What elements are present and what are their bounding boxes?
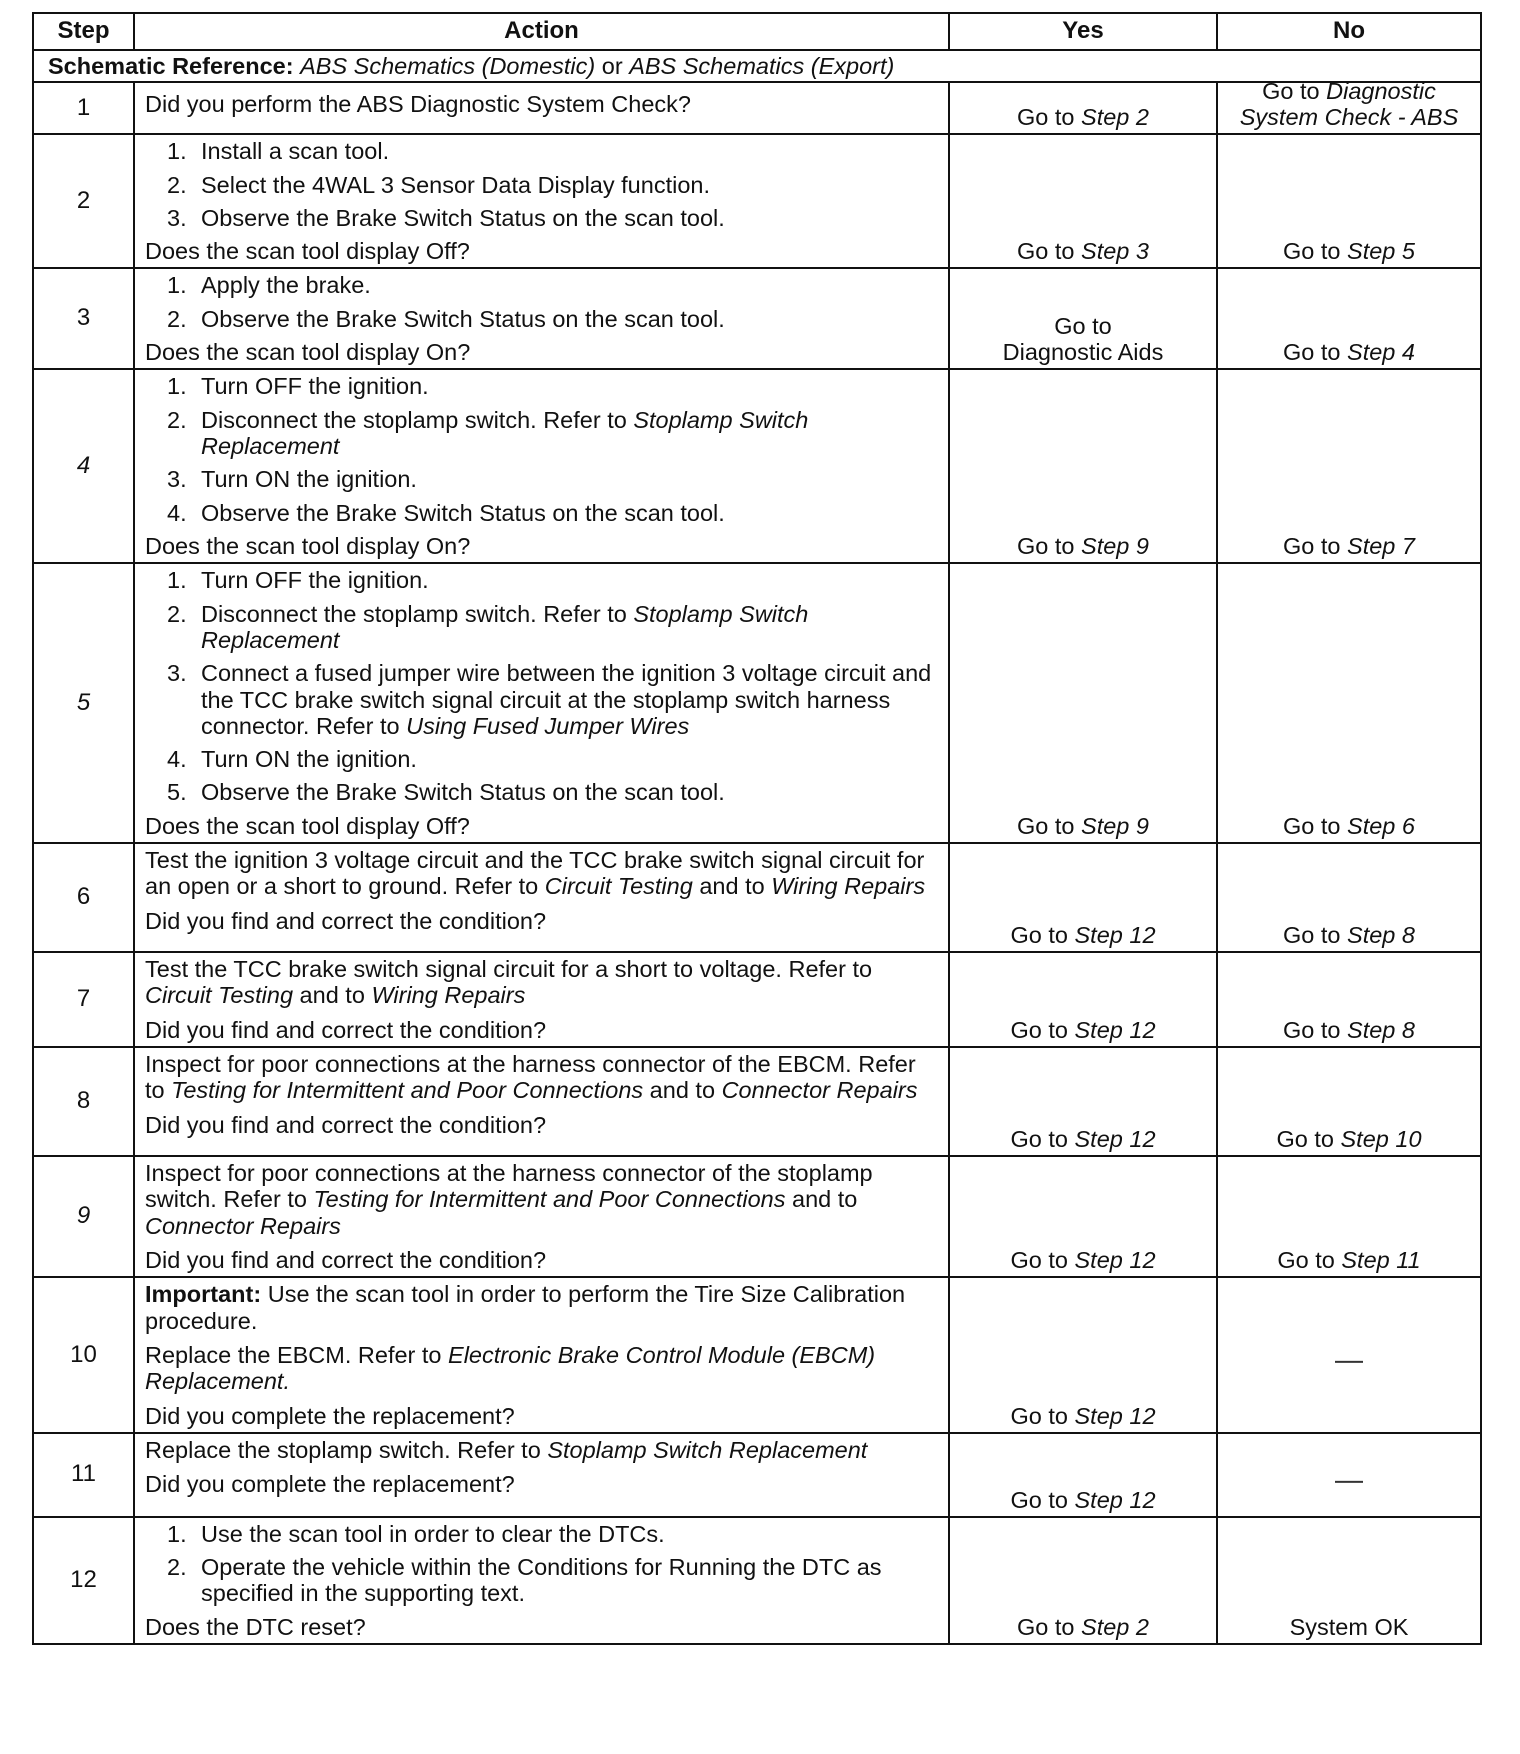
question-text: Does the scan tool display Off? bbox=[145, 238, 470, 265]
step-link[interactable]: Step 11 bbox=[1341, 1246, 1421, 1273]
yes-cell bbox=[949, 1517, 1217, 1644]
action-content bbox=[145, 373, 938, 559]
header-no: No bbox=[1217, 13, 1481, 50]
action-text-part: Inspect for poor connections at the harness connector of the EBCM. Refer to bbox=[145, 1051, 916, 1104]
yes-outcome bbox=[954, 1017, 1212, 1043]
step-number: 3 bbox=[33, 268, 134, 369]
yes-cell bbox=[949, 1156, 1217, 1277]
step-link[interactable]: Step 8 bbox=[1347, 921, 1415, 948]
no-cell bbox=[1217, 563, 1481, 843]
action-content bbox=[145, 1437, 938, 1498]
item-number: 4. bbox=[167, 499, 187, 526]
step-link[interactable]: Step 4 bbox=[1347, 339, 1415, 366]
step-link[interactable]: Step 2 bbox=[1081, 1613, 1149, 1640]
action-cell bbox=[134, 843, 949, 952]
table-row bbox=[33, 82, 1481, 134]
table-row bbox=[33, 1277, 1481, 1433]
instruction-item bbox=[145, 1521, 938, 1547]
question-text: Does the scan tool display On? bbox=[145, 532, 471, 559]
no-cell bbox=[1217, 369, 1481, 563]
no-outcome bbox=[1222, 1614, 1476, 1640]
not-applicable-dash bbox=[1335, 1361, 1363, 1363]
procedure-link[interactable]: Diagnostic System Check - ABS bbox=[1239, 77, 1459, 130]
item-text: Observe the Brake Switch Status on the scan tool. bbox=[201, 204, 725, 231]
no-cell bbox=[1217, 843, 1481, 952]
action-cell bbox=[134, 563, 949, 843]
header-yes: Yes bbox=[949, 13, 1217, 50]
diagnostic-table bbox=[32, 12, 1482, 1645]
go-to-label: Go to bbox=[1283, 1016, 1341, 1043]
item-text: Turn ON the ignition. bbox=[201, 466, 417, 493]
question-text: Did you find and correct the condition? bbox=[145, 1016, 547, 1043]
step-number: 2 bbox=[33, 134, 134, 268]
no-cell bbox=[1217, 1433, 1481, 1517]
table-row bbox=[33, 952, 1481, 1047]
action-text-part: and to bbox=[785, 1186, 858, 1213]
instruction-item bbox=[145, 373, 938, 399]
item-text: Operate the vehicle within the Conditions for Running the DTC as specified in the supporting text. bbox=[201, 1554, 882, 1607]
step-link[interactable]: Step 9 bbox=[1081, 812, 1149, 839]
reference-link[interactable]: Stoplamp Switch Replacement bbox=[201, 600, 809, 653]
yes-outcome bbox=[954, 1487, 1212, 1513]
yes-outcome bbox=[954, 1403, 1212, 1429]
step-number: 1 bbox=[33, 82, 134, 134]
go-to-label: Go to bbox=[1277, 1246, 1335, 1273]
reference-link[interactable]: Circuit Testing bbox=[544, 873, 693, 900]
yes-outcome bbox=[954, 1126, 1212, 1152]
yes-cell bbox=[949, 563, 1217, 843]
go-to-label: Go to bbox=[1283, 921, 1341, 948]
no-cell bbox=[1217, 134, 1481, 268]
action-text bbox=[145, 1342, 938, 1395]
no-cell bbox=[1217, 1047, 1481, 1156]
header-row bbox=[33, 13, 1481, 50]
instruction-list bbox=[145, 1521, 938, 1607]
step-link[interactable]: Step 2 bbox=[1081, 103, 1149, 130]
go-to-label: Go to bbox=[1010, 1402, 1068, 1429]
action-text bbox=[145, 847, 938, 900]
instruction-list bbox=[145, 272, 938, 332]
table-row bbox=[33, 1433, 1481, 1517]
reference-link[interactable]: Using Fused Jumper Wires bbox=[406, 712, 690, 739]
question-text: Does the scan tool display On? bbox=[145, 339, 471, 366]
item-text: Observe the Brake Switch Status on the scan tool. bbox=[201, 779, 725, 806]
action-cell bbox=[134, 82, 949, 134]
reference-link[interactable]: Wiring Repairs bbox=[771, 873, 926, 900]
yes-cell bbox=[949, 82, 1217, 134]
action-content bbox=[145, 1051, 938, 1138]
step-link[interactable]: Step 3 bbox=[1081, 238, 1149, 265]
step-link[interactable]: Step 6 bbox=[1347, 812, 1415, 839]
go-to-label: Go to bbox=[1017, 238, 1075, 265]
schematic-or: or bbox=[601, 52, 623, 79]
go-to-label: Go to bbox=[1283, 238, 1341, 265]
go-to-label: Go to bbox=[1262, 77, 1320, 104]
action-content bbox=[145, 272, 938, 365]
reference-link[interactable]: Wiring Repairs bbox=[371, 982, 526, 1009]
step-number: 7 bbox=[33, 952, 134, 1047]
important-note bbox=[145, 1281, 938, 1334]
no-outcome bbox=[1222, 1462, 1476, 1488]
question-text: Does the scan tool display Off? bbox=[145, 812, 470, 839]
instruction-item bbox=[145, 306, 938, 332]
instruction-item bbox=[145, 272, 938, 298]
procedure-link[interactable]: Diagnostic Aids bbox=[1002, 339, 1164, 366]
action-cell bbox=[134, 369, 949, 563]
action-cell bbox=[134, 1156, 949, 1277]
reference-link[interactable]: Stoplamp Switch Replacement bbox=[547, 1436, 868, 1463]
item-number: 2. bbox=[167, 171, 187, 198]
step-number: 8 bbox=[33, 1047, 134, 1156]
step-link[interactable]: Step 5 bbox=[1347, 238, 1415, 265]
action-text bbox=[145, 1051, 938, 1104]
action-cell bbox=[134, 134, 949, 268]
instruction-item bbox=[145, 172, 938, 198]
no-cell bbox=[1217, 1277, 1481, 1433]
instruction-item bbox=[145, 601, 938, 654]
important-label: Important: bbox=[145, 1281, 262, 1308]
action-text bbox=[145, 1160, 938, 1239]
step-number: 12 bbox=[33, 1517, 134, 1644]
table-row bbox=[33, 563, 1481, 843]
item-text bbox=[201, 660, 938, 739]
header-action: Action bbox=[134, 13, 949, 50]
go-to-label: Go to bbox=[1017, 532, 1075, 559]
yes-outcome bbox=[954, 533, 1212, 559]
item-text: Turn OFF the ignition. bbox=[201, 567, 429, 594]
step-link[interactable]: Step 12 bbox=[1074, 1125, 1156, 1152]
yes-outcome bbox=[954, 1247, 1212, 1273]
action-text-part: Inspect for poor connections at the harness connector of the stoplamp switch. Refer to bbox=[145, 1160, 873, 1213]
action-content bbox=[145, 91, 938, 117]
action-content bbox=[145, 1281, 938, 1429]
action-text-part: Test the TCC brake switch signal circuit for a short to voltage. Refer to bbox=[145, 956, 873, 983]
action-cell bbox=[134, 1047, 949, 1156]
question-text: Did you find and correct the condition? bbox=[145, 1111, 547, 1138]
question-text: Did you find and correct the condition? bbox=[145, 1246, 547, 1273]
instruction-item bbox=[145, 567, 938, 593]
go-to-label: Go to bbox=[1054, 312, 1112, 339]
item-text: Use the scan tool in order to clear the DTCs. bbox=[201, 1520, 665, 1547]
question-text: Did you find and correct the condition? bbox=[145, 907, 547, 934]
instruction-item bbox=[145, 1554, 938, 1607]
instruction-item bbox=[145, 660, 938, 739]
action-text-part: and to bbox=[692, 873, 772, 900]
table-row bbox=[33, 1156, 1481, 1277]
schematic-link-export[interactable]: ABS Schematics (Export) bbox=[629, 52, 895, 79]
reference-link[interactable]: Connector Repairs bbox=[721, 1077, 918, 1104]
go-to-label: Go to bbox=[1010, 1125, 1068, 1152]
yes-outcome bbox=[954, 1614, 1212, 1640]
table-row bbox=[33, 1047, 1481, 1156]
yes-outcome bbox=[954, 813, 1212, 839]
go-to-label: Go to bbox=[1283, 339, 1341, 366]
action-content bbox=[145, 847, 938, 934]
item-number: 4. bbox=[167, 746, 187, 773]
result-text: System OK bbox=[1289, 1613, 1409, 1640]
reference-link[interactable]: Circuit Testing bbox=[145, 982, 294, 1009]
no-outcome bbox=[1222, 1247, 1476, 1273]
no-cell bbox=[1217, 952, 1481, 1047]
reference-link[interactable]: Testing for Intermittent and Poor Connections bbox=[313, 1186, 786, 1213]
item-text: Apply the brake. bbox=[201, 272, 371, 299]
header-step: Step bbox=[33, 13, 134, 50]
table-row bbox=[33, 1517, 1481, 1644]
action-cell bbox=[134, 1517, 949, 1644]
no-cell bbox=[1217, 1517, 1481, 1644]
instruction-item bbox=[145, 205, 938, 231]
action-text-part: and to bbox=[293, 982, 372, 1009]
go-to-label: Go to bbox=[1283, 812, 1341, 839]
action-text-part: Replace the stoplamp switch. Refer to bbox=[145, 1436, 548, 1463]
action-content bbox=[145, 956, 938, 1043]
step-link[interactable]: Step 12 bbox=[1074, 921, 1156, 948]
no-outcome bbox=[1222, 1126, 1476, 1152]
step-link[interactable]: Step 12 bbox=[1074, 1016, 1156, 1043]
yes-cell bbox=[949, 952, 1217, 1047]
no-outcome bbox=[1222, 238, 1476, 264]
item-text: Turn OFF the ignition. bbox=[201, 373, 429, 400]
yes-cell bbox=[949, 843, 1217, 952]
no-outcome bbox=[1222, 78, 1476, 131]
important-text: Use the scan tool in order to perform the Tire Size Calibration procedure. bbox=[145, 1281, 906, 1334]
table-row bbox=[33, 843, 1481, 952]
no-outcome bbox=[1222, 922, 1476, 948]
item-text bbox=[201, 601, 938, 654]
item-number: 5. bbox=[167, 779, 187, 806]
no-cell bbox=[1217, 1156, 1481, 1277]
go-to-label: Go to bbox=[1276, 1125, 1334, 1152]
item-text: Turn ON the ignition. bbox=[201, 746, 417, 773]
item-number: 3. bbox=[167, 204, 187, 231]
yes-cell bbox=[949, 1047, 1217, 1156]
step-number: 9 bbox=[33, 1156, 134, 1277]
action-cell bbox=[134, 268, 949, 369]
schematic-link-domestic[interactable]: ABS Schematics (Domestic) bbox=[300, 52, 596, 79]
item-text-part: Disconnect the stoplamp switch. Refer to bbox=[201, 406, 634, 433]
item-number: 2. bbox=[167, 1554, 187, 1581]
yes-outcome bbox=[954, 104, 1212, 130]
reference-link[interactable]: Electronic Brake Control Module (EBCM) Replacement. bbox=[145, 1341, 876, 1395]
question-text: Did you perform the ABS Diagnostic System Check? bbox=[145, 91, 691, 118]
step-number: 4 bbox=[33, 369, 134, 563]
instruction-list bbox=[145, 567, 938, 806]
item-number: 1. bbox=[167, 567, 187, 594]
go-to-label: Go to bbox=[1010, 1486, 1068, 1513]
instruction-item bbox=[145, 500, 938, 526]
reference-link[interactable]: Connector Repairs bbox=[145, 1212, 341, 1239]
not-applicable-dash bbox=[1335, 1481, 1363, 1483]
no-outcome bbox=[1222, 533, 1476, 559]
item-number: 2. bbox=[167, 305, 187, 332]
item-number: 2. bbox=[167, 600, 187, 627]
step-link[interactable]: Step 8 bbox=[1347, 1016, 1415, 1043]
go-to-label: Go to bbox=[1010, 1246, 1068, 1273]
item-number: 3. bbox=[167, 660, 187, 687]
step-number: 6 bbox=[33, 843, 134, 952]
item-number: 1. bbox=[167, 272, 187, 299]
go-to-label: Go to bbox=[1010, 1016, 1068, 1043]
action-cell bbox=[134, 952, 949, 1047]
action-content bbox=[145, 138, 938, 264]
no-cell bbox=[1217, 268, 1481, 369]
item-text bbox=[201, 407, 938, 460]
instruction-item bbox=[145, 407, 938, 460]
action-cell bbox=[134, 1277, 949, 1433]
instruction-list bbox=[145, 138, 938, 231]
no-outcome bbox=[1222, 339, 1476, 365]
action-text bbox=[145, 956, 938, 1009]
item-number: 2. bbox=[167, 406, 187, 433]
action-text bbox=[145, 1437, 938, 1463]
go-to-label: Go to bbox=[1017, 812, 1075, 839]
step-link[interactable]: Step 12 bbox=[1074, 1402, 1156, 1429]
question-text: Does the DTC reset? bbox=[145, 1613, 366, 1640]
item-number: 1. bbox=[167, 1520, 187, 1547]
go-to-label: Go to bbox=[1017, 1613, 1075, 1640]
table-row bbox=[33, 268, 1481, 369]
step-number: 5 bbox=[33, 563, 134, 843]
step-link[interactable]: Step 10 bbox=[1340, 1125, 1422, 1152]
instruction-item bbox=[145, 138, 938, 164]
step-number: 11 bbox=[33, 1433, 134, 1517]
item-text: Install a scan tool. bbox=[201, 138, 390, 165]
action-content bbox=[145, 1160, 938, 1273]
item-text: Observe the Brake Switch Status on the scan tool. bbox=[201, 499, 725, 526]
yes-cell bbox=[949, 1277, 1217, 1433]
go-to-label: Go to bbox=[1283, 532, 1341, 559]
question-text: Did you complete the replacement? bbox=[145, 1402, 515, 1429]
table-row bbox=[33, 134, 1481, 268]
action-text-part: and to bbox=[643, 1077, 722, 1104]
instruction-list bbox=[145, 373, 938, 526]
question-text: Did you complete the replacement? bbox=[145, 1471, 515, 1498]
item-text: Observe the Brake Switch Status on the scan tool. bbox=[201, 305, 725, 332]
go-to-label: Go to bbox=[1010, 921, 1068, 948]
yes-cell bbox=[949, 369, 1217, 563]
action-content bbox=[145, 567, 938, 839]
yes-cell bbox=[949, 134, 1217, 268]
reference-link[interactable]: Testing for Intermittent and Poor Connections bbox=[171, 1077, 644, 1104]
yes-outcome bbox=[954, 922, 1212, 948]
action-cell bbox=[134, 1433, 949, 1517]
yes-cell bbox=[949, 268, 1217, 369]
item-number: 3. bbox=[167, 466, 187, 493]
go-to-label: Go to bbox=[1017, 103, 1075, 130]
no-outcome bbox=[1222, 1017, 1476, 1043]
yes-outcome bbox=[954, 313, 1212, 366]
step-link[interactable]: Step 12 bbox=[1074, 1246, 1156, 1273]
no-outcome bbox=[1222, 1342, 1476, 1368]
item-text: Select the 4WAL 3 Sensor Data Display function. bbox=[201, 171, 710, 198]
item-number: 1. bbox=[167, 138, 187, 165]
instruction-item bbox=[145, 466, 938, 492]
action-text-part: Replace the EBCM. Refer to bbox=[145, 1341, 449, 1368]
no-outcome bbox=[1222, 813, 1476, 839]
schematic-reference-label: Schematic Reference: bbox=[48, 52, 294, 79]
item-text-part: Connect a fused jumper wire between the ignition 3 voltage circuit and the TCC brake switch signal circuit at the stoplamp switch harness connector. Refer to bbox=[201, 660, 932, 739]
step-link[interactable]: Step 7 bbox=[1347, 532, 1415, 559]
step-number: 10 bbox=[33, 1277, 134, 1433]
item-number: 1. bbox=[167, 373, 187, 400]
step-link[interactable]: Step 9 bbox=[1081, 532, 1149, 559]
action-content bbox=[145, 1521, 938, 1640]
instruction-item bbox=[145, 746, 938, 772]
item-text-part: Disconnect the stoplamp switch. Refer to bbox=[201, 600, 634, 627]
yes-cell bbox=[949, 1433, 1217, 1517]
no-cell bbox=[1217, 77, 1481, 134]
step-link[interactable]: Step 12 bbox=[1074, 1486, 1156, 1513]
instruction-item bbox=[145, 779, 938, 805]
action-text-part: Test the ignition 3 voltage circuit and the TCC brake switch signal circuit for an open or a short to ground. Refer to bbox=[145, 847, 925, 900]
reference-link[interactable]: Stoplamp Switch Replacement bbox=[201, 406, 809, 459]
table-row bbox=[33, 369, 1481, 563]
yes-outcome bbox=[954, 238, 1212, 264]
